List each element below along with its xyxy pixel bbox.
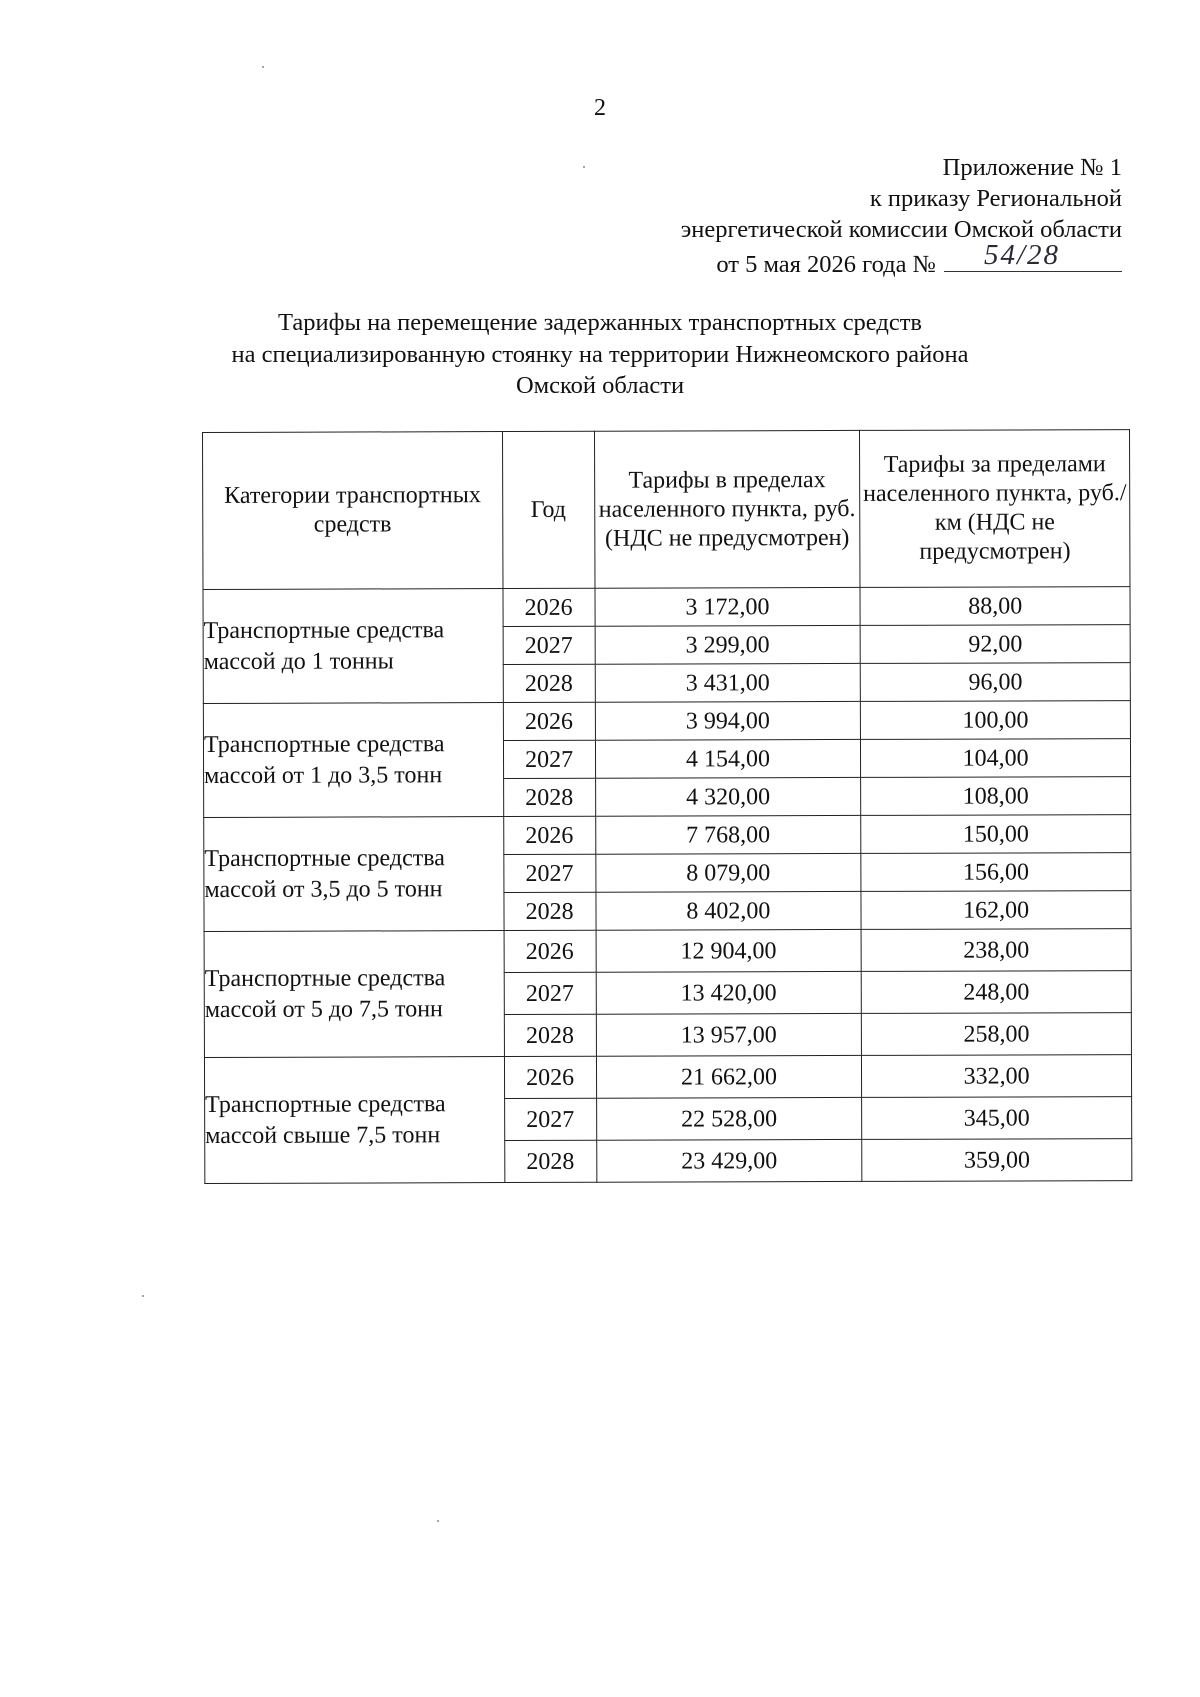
year-cell: 2027 (504, 972, 596, 1014)
annex-date: от 5 мая 2026 года № (716, 251, 936, 278)
tariffs-table-head (203, 430, 1130, 590)
in-locality-tariff-cell: 13 957,00 (596, 1013, 862, 1056)
tariffs-header-row (203, 430, 1130, 590)
scan-speck (583, 166, 585, 168)
scan-speck (142, 1295, 144, 1297)
header-year: Год (502, 431, 594, 588)
outside-locality-tariff-cell: 108,00 (861, 777, 1131, 816)
table-row (203, 587, 1130, 628)
outside-locality-tariff-cell: 359,00 (862, 1139, 1132, 1182)
year-cell: 2027 (504, 1098, 596, 1140)
year-cell: 2026 (504, 1056, 596, 1098)
outside-locality-tariff-cell: 88,00 (860, 587, 1130, 626)
year-cell: 2028 (504, 892, 596, 930)
table-row (204, 929, 1131, 974)
year-cell: 2027 (503, 854, 595, 892)
year-cell: 2027 (503, 740, 595, 778)
tariffs-table (202, 429, 1132, 1184)
year-cell: 2026 (503, 702, 595, 740)
outside-locality-tariff-cell: 258,00 (862, 1013, 1132, 1056)
in-locality-tariff-cell: 7 768,00 (595, 815, 861, 854)
year-cell: 2027 (503, 626, 595, 664)
year-cell: 2028 (503, 664, 595, 702)
outside-locality-tariff-cell: 96,00 (860, 663, 1130, 702)
year-cell: 2026 (503, 816, 595, 854)
document-title-line-2: на специализированную стоянку на территории Нижнеомского района (231, 340, 969, 368)
scan-speck (262, 66, 264, 68)
annex-commission: энергетической комиссии Омской области (680, 216, 1122, 243)
header-in-locality: Тарифы в пределах населенного пункта, руб. (НДС не предусмотрен) (594, 430, 860, 588)
annex-title: Приложение № 1 (942, 154, 1122, 181)
in-locality-tariff-cell: 12 904,00 (596, 929, 862, 972)
in-locality-tariff-cell: 13 420,00 (596, 971, 862, 1014)
in-locality-tariff-cell: 21 662,00 (596, 1055, 862, 1098)
outside-locality-tariff-cell: 332,00 (862, 1055, 1132, 1098)
in-locality-tariff-cell: 3 431,00 (595, 663, 861, 702)
year-cell: 2028 (503, 778, 595, 816)
table-row (204, 815, 1131, 856)
year-cell: 2026 (503, 588, 595, 626)
category-cell: Транспортные средства массой свыше 7,5 тонн (204, 1057, 504, 1184)
year-cell: 2028 (504, 1014, 596, 1056)
order-number-field (944, 239, 1122, 272)
document-title-line-1: Тарифы на перемещение задержанных транспортных средств (278, 309, 922, 336)
scan-speck (437, 1520, 439, 1522)
outside-locality-tariff-cell: 345,00 (862, 1097, 1132, 1140)
outside-locality-tariff-cell: 150,00 (861, 815, 1131, 854)
outside-locality-tariff-cell: 162,00 (861, 891, 1131, 930)
outside-locality-tariff-cell: 104,00 (861, 739, 1131, 778)
in-locality-tariff-cell: 3 172,00 (595, 587, 861, 626)
category-cell: Транспортные средства массой от 1 до 3,5 тонн (203, 703, 503, 818)
in-locality-tariff-cell: 4 154,00 (595, 739, 861, 778)
annex-order-reference: к приказу Региональной (869, 185, 1122, 212)
outside-locality-tariff-cell: 92,00 (860, 625, 1130, 664)
category-cell: Транспортные средства массой от 5 до 7,5 тонн (204, 931, 504, 1058)
document-title (0, 307, 1200, 402)
table-row (204, 1055, 1131, 1100)
in-locality-tariff-cell: 3 994,00 (595, 701, 861, 740)
header-category: Категории транспортных средств (203, 432, 503, 590)
outside-locality-tariff-cell: 100,00 (861, 701, 1131, 740)
order-number-handwritten: 54/28 (984, 239, 1061, 271)
year-cell: 2026 (504, 930, 596, 972)
category-cell: Транспортные средства массой до 1 тонны (203, 589, 503, 704)
tariffs-table-body (203, 587, 1132, 1184)
category-cell: Транспортные средства массой от 3,5 до 5 тонн (204, 817, 504, 932)
header-outside-locality: Тарифы за пределами населенного пункта, руб./км (НДС не предусмотрен) (860, 430, 1130, 588)
outside-locality-tariff-cell: 238,00 (861, 929, 1131, 972)
in-locality-tariff-cell: 8 402,00 (595, 891, 861, 930)
annex-block (681, 152, 1122, 280)
annex-date-line (681, 239, 1122, 280)
year-cell: 2028 (504, 1140, 596, 1182)
table-row (203, 701, 1130, 742)
document-title-line-3: Омской области (515, 372, 685, 399)
in-locality-tariff-cell: 4 320,00 (595, 777, 861, 816)
outside-locality-tariff-cell: 248,00 (861, 971, 1131, 1014)
in-locality-tariff-cell: 23 429,00 (596, 1139, 862, 1182)
in-locality-tariff-cell: 8 079,00 (595, 853, 861, 892)
outside-locality-tariff-cell: 156,00 (861, 853, 1131, 892)
page-number: 2 (594, 95, 606, 121)
in-locality-tariff-cell: 22 528,00 (596, 1097, 862, 1140)
in-locality-tariff-cell: 3 299,00 (595, 625, 861, 664)
